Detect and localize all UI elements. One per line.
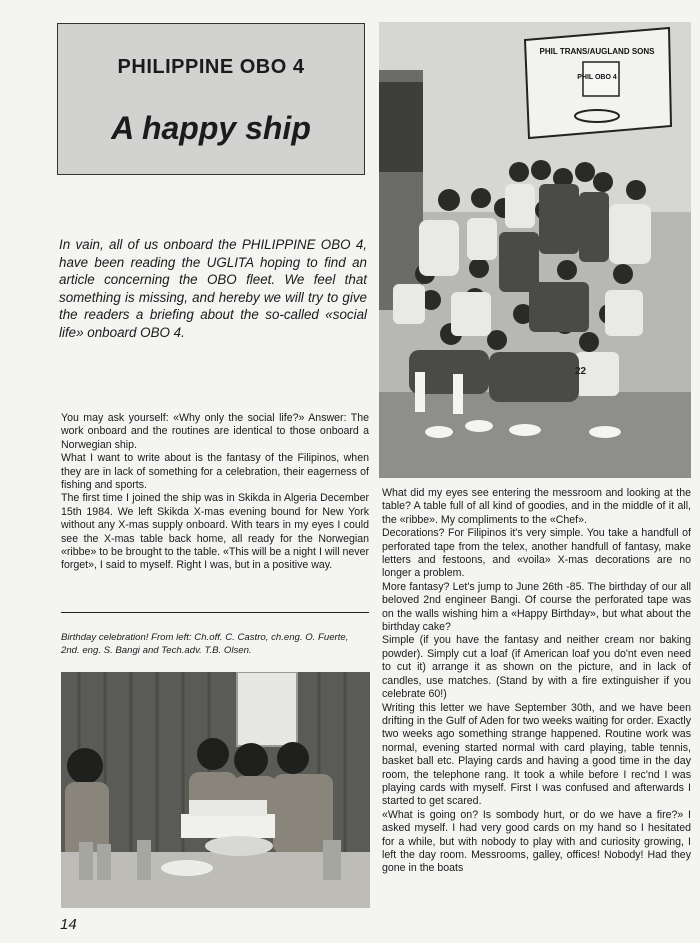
backboard-text: PHIL TRANS/AUGLAND SONS — [539, 47, 655, 56]
left-paragraph: What I want to write about is the fantasy of the Filipinos, when they are in lack of something for a celebration, their eagerness of fishing and sports. — [61, 452, 369, 492]
right-paragraph: Simple (if you have the fantasy and neither cream nor baking powder). Simply cut a loaf (if American loaf you do'nt even need to cut it) arrange it as shown on the picture, and in lack of candles, use matches. (Stand by with a fire extinguisher if you celebrate 60!) — [382, 634, 691, 701]
page-number: 14 — [60, 916, 77, 933]
right-column — [382, 487, 691, 876]
left-paragraph: You may ask yourself: «Why only the social life?» Answer: The work onboard and the routines are identical to those onboard a Norwegian ship. — [61, 412, 369, 451]
backboard-center-text: PHIL OBO 4 — [577, 74, 617, 81]
basketball-backboard — [525, 28, 671, 138]
right-paragraph: More fantasy? Let's jump to June 26th -85. The birthday of our all beloved 2nd engineer Bangi. Of course the perforated tape was on the walls wishing him a «Happy Birthday», but what about the birthday cake? — [382, 580, 691, 634]
lead-text: In vain, all of us onboard the PHILIPPINE OBO 4, have been reading the UGLITA hoping to find an article concerning the OBO fleet. We feel that something is missing, and hereby we will try to give the readers a briefing about the so-called «social life» onboard OBO 4. — [59, 237, 367, 340]
title-box — [57, 23, 365, 175]
section-divider — [61, 612, 369, 613]
photo-caption: Birthday celebration! From left: Ch.off. C. Castro, ch.eng. O. Fuerte, 2nd. eng. S. Bangi and Tech.adv. T.B. Olsen. — [61, 632, 349, 656]
lead-paragraph — [59, 236, 367, 341]
right-paragraph: Writing this letter we have September 30th, and we have been drifting in the Gulf of Aden for two weeks waiting for order. Exactly two weeks ago something strange happened. Routine work was normal, evening started normal with card playing, table tennis, basket ball etc. Playing cards and having a good time in the day room, the telephone rang. It took a while before I rec'nd I was playing cards with myself. First I was confused and afterwards I started to get scared. — [382, 701, 691, 808]
article-headline: A happy ship — [111, 110, 311, 146]
right-paragraph: What did my eyes see entering the messroom and looking at the table? A table full of all kind of goodies, and in the middle of it all, the «ribbe». My compliments to the «Chef». — [382, 487, 691, 526]
left-paragraph: The first time I joined the ship was in Skikda in Algeria December 15th 1984. We left Skikda X-mas evening bound for New York without any X-mas supply onboard. With tears in my eyes I could see the X-mas table back home, all ready for the Norwegian «ribbe» to be brought to the table. «This will be a night I will never forget», I said to myself. Right I was, but in a positive way. — [61, 492, 369, 572]
wall-picture — [237, 672, 297, 746]
right-paragraph: «What is going on? Is sombody hurt, or do we have a fire?» I asked myself. I had very good cards on my hand so I hesitated for a while, but with nobody to play with and curiosity growing, I left the day room. Messrooms, galley, offices! Nobody! Had they gone in the boats — [382, 808, 691, 875]
right-paragraph: Decorations? For Filipinos it's very simple. You take a handfull of perforated tape from the telex, another handfull of fantasy, make letters and festoons, and «voila» X-mas decorations are no longer a problem. — [382, 527, 691, 580]
left-column — [61, 412, 369, 573]
team-photo — [379, 22, 691, 478]
birthday-photo — [61, 672, 370, 908]
jersey-number: 22 — [575, 366, 587, 377]
birthday-cake — [181, 814, 275, 838]
article-kicker: PHILIPPINE OBO 4 — [117, 56, 305, 78]
